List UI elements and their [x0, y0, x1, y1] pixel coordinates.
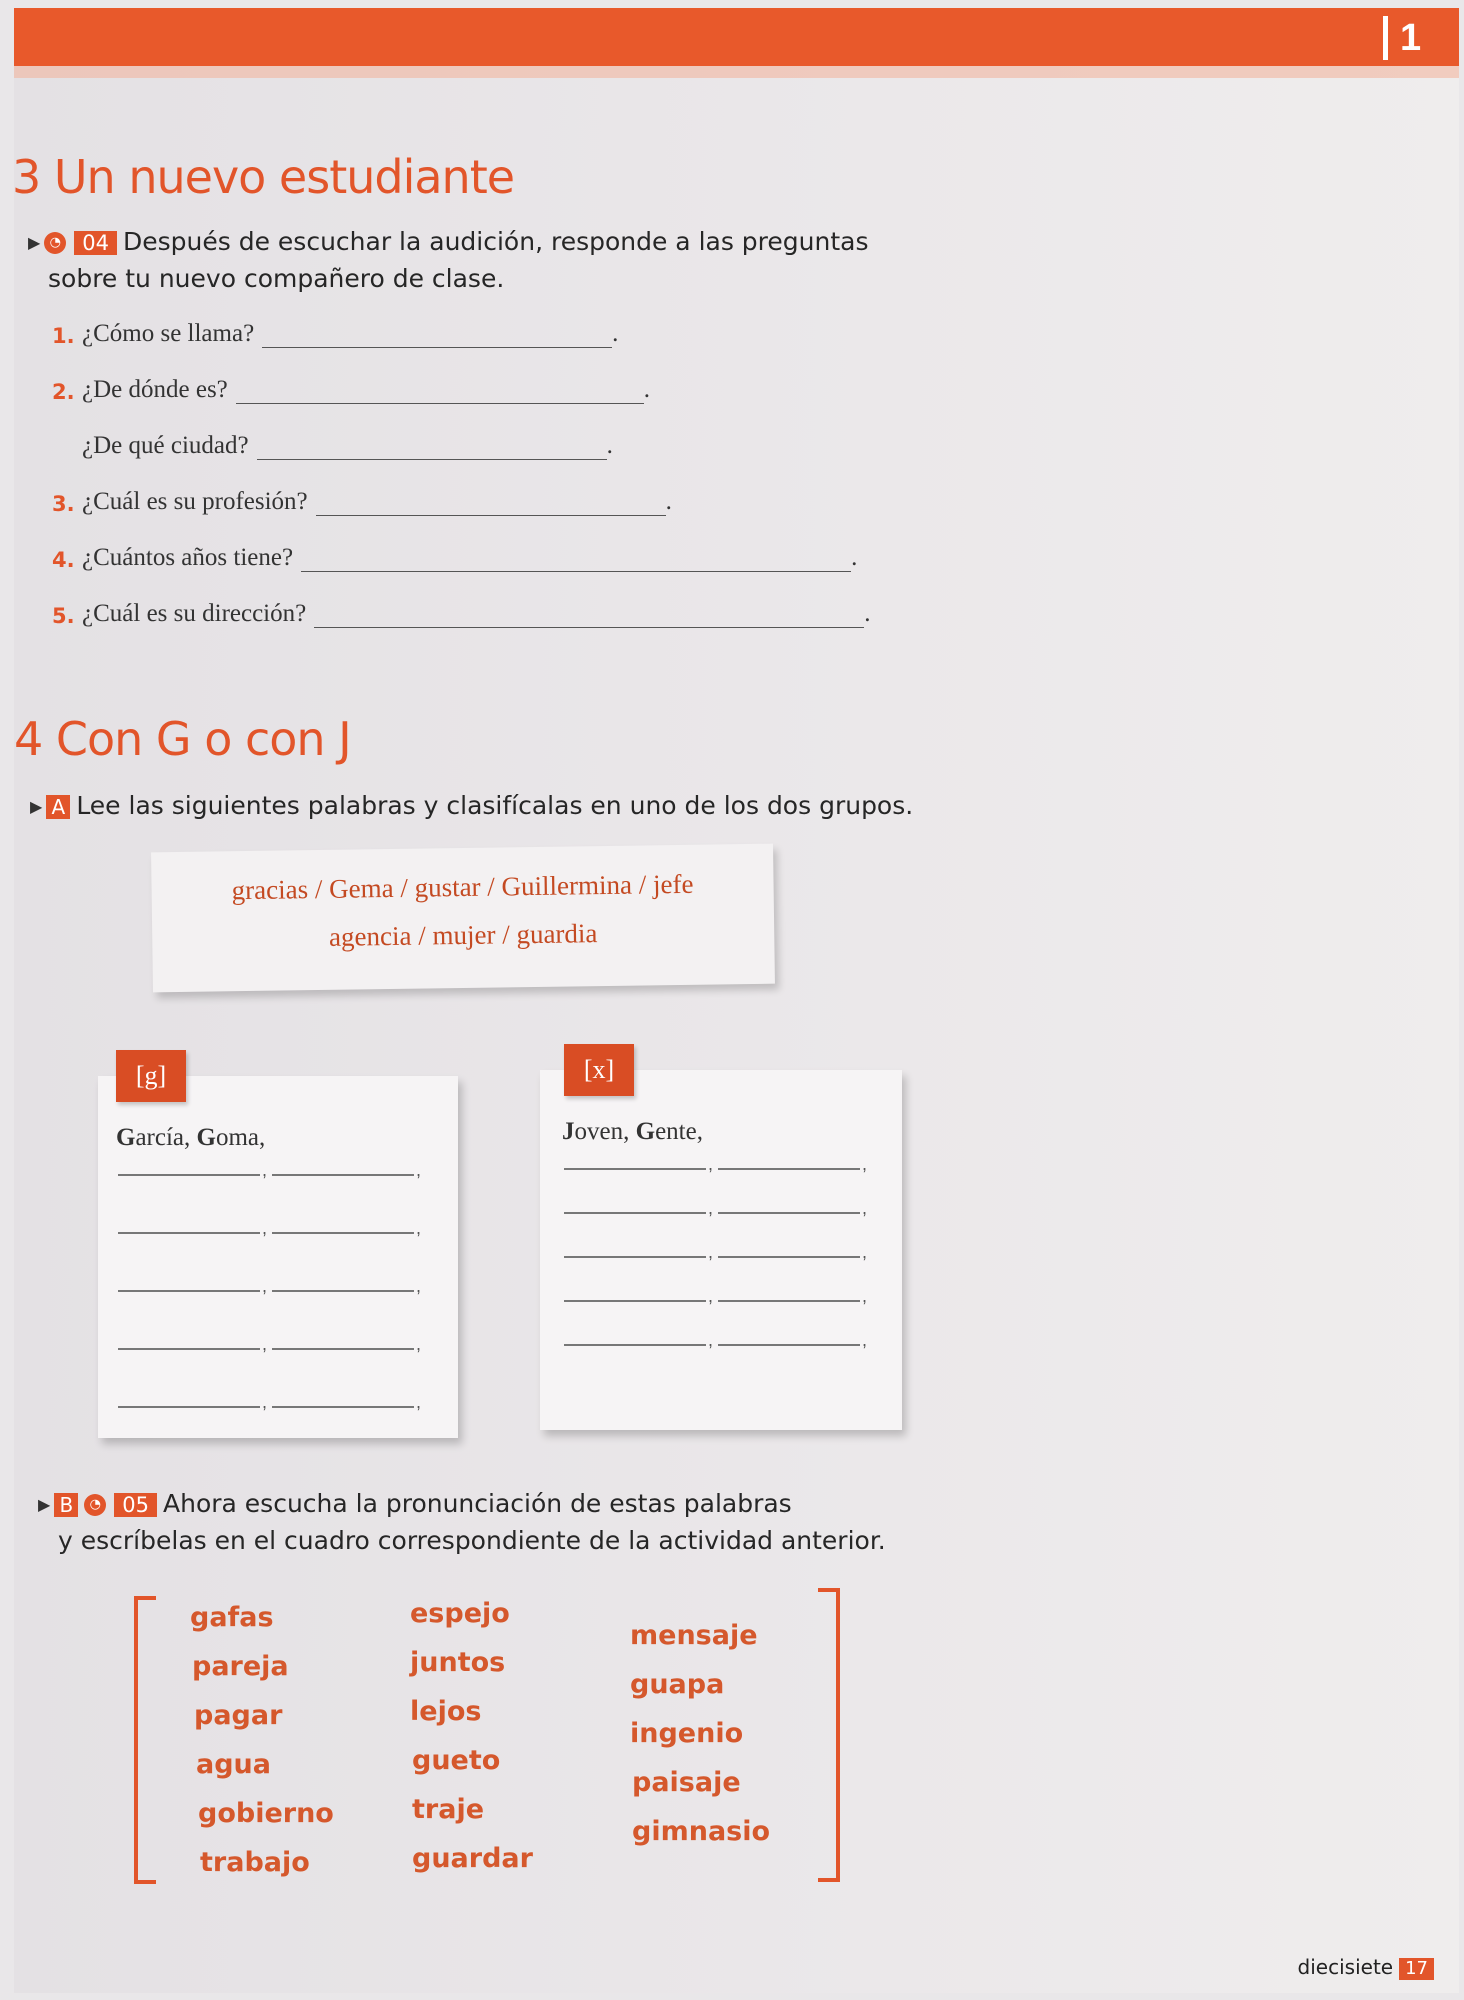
question-4: 4. ¿Cuántos años tiene? .	[52, 544, 858, 572]
question-text: ¿Cuántos años tiene?	[82, 544, 294, 571]
answer-line[interactable]	[314, 607, 864, 628]
page-footer	[1298, 1955, 1434, 1980]
part-b-badge: B	[54, 1493, 78, 1517]
audio-icon: ◔	[84, 1494, 106, 1516]
answer-line[interactable]	[236, 383, 644, 404]
question-text: ¿De dónde es?	[82, 376, 228, 403]
question-text: ¿De qué ciudad?	[82, 432, 249, 459]
top-header-bar	[14, 8, 1459, 66]
part-a-badge: A	[46, 795, 70, 819]
part-b-line-1: Ahora escucha la pronunciación de estas palabras	[163, 1489, 792, 1518]
section-3-title: 3 Un nuevo estudiante	[12, 150, 515, 204]
word-list-line-2: agencia / mujer / guardia	[328, 918, 598, 952]
question-5: 5. ¿Cuál es su dirección? .	[52, 600, 871, 628]
section-4-title: 4 Con G o con J	[14, 712, 351, 766]
word-item: pareja	[192, 1651, 289, 1682]
play-arrow-icon: ▶	[30, 797, 43, 816]
word-item: paisaje	[632, 1767, 741, 1798]
part-a-text: Lee las siguientes palabras y clasifícalas en uno de los dos grupos.	[76, 791, 914, 820]
card-x: Joven, Gente, , , , , , , , , , ,	[540, 1070, 902, 1430]
card-g: García, Goma, , , , , , , , , , ,	[98, 1076, 458, 1438]
word-item: gueto	[412, 1745, 501, 1776]
section-3-instruction	[28, 224, 869, 297]
instruction-line-2: sobre tu nuevo compañero de clase.	[48, 264, 505, 293]
answer-line[interactable]	[316, 495, 666, 516]
word-item: gobierno	[198, 1798, 334, 1829]
question-3: 3. ¿Cuál es su profesión? .	[52, 488, 672, 516]
answer-line[interactable]	[257, 439, 607, 460]
word-item: traje	[412, 1794, 485, 1825]
question-text: ¿Cómo se llama?	[82, 320, 255, 347]
word-item: agua	[196, 1749, 271, 1780]
right-bracket	[818, 1588, 840, 1882]
left-bracket	[134, 1596, 156, 1884]
word-item: gimnasio	[632, 1816, 771, 1847]
answer-line[interactable]	[301, 551, 851, 572]
word-item: mensaje	[630, 1620, 758, 1651]
answer-line[interactable]	[262, 327, 612, 348]
question-number: 3.	[52, 492, 75, 516]
track-number: 05	[114, 1493, 157, 1517]
question-number: 1.	[52, 324, 75, 348]
word-list-line-1: gracias / Gema / gustar / Guillermina / jefe	[231, 868, 694, 906]
workbook-page	[14, 8, 1459, 1993]
play-arrow-icon: ▶	[28, 233, 41, 252]
header-shadow	[14, 66, 1459, 78]
unit-number: 1	[1383, 16, 1449, 60]
question-1: 1. ¿Cómo se llama? .	[52, 320, 619, 348]
card-x-tag: [x]	[564, 1044, 634, 1096]
part-b-line-2: y escríbelas en el cuadro correspondiente de la actividad anterior.	[58, 1526, 886, 1555]
word-item: guardar	[412, 1843, 533, 1874]
word-item: guapa	[630, 1669, 725, 1700]
part-b-instruction	[38, 1486, 886, 1559]
word-item: juntos	[410, 1647, 506, 1678]
part-a-instruction	[30, 788, 913, 825]
page-word: diecisiete	[1297, 1955, 1394, 1979]
question-number: 2.	[52, 380, 75, 404]
card-g-example: García, Goma,	[116, 1124, 266, 1151]
audio-icon: ◔	[44, 232, 66, 254]
word-item: ingenio	[630, 1718, 744, 1749]
question-number: 4.	[52, 548, 75, 572]
word-item: espejo	[410, 1598, 510, 1629]
word-item: gafas	[190, 1602, 274, 1633]
track-number: 04	[74, 231, 117, 255]
word-item: trabajo	[200, 1847, 310, 1878]
question-text: ¿Cuál es su profesión?	[82, 488, 308, 515]
word-list-box	[151, 844, 775, 993]
word-item: lejos	[410, 1696, 482, 1727]
question-number: 5.	[52, 604, 75, 628]
question-2b: ¿De qué ciudad? .	[82, 432, 613, 459]
word-item: pagar	[194, 1700, 283, 1731]
card-x-example: Joven, Gente,	[562, 1118, 703, 1145]
question-text: ¿Cuál es su dirección?	[82, 600, 307, 627]
instruction-line-1: Después de escuchar la audición, responde a las preguntas	[123, 227, 869, 256]
card-g-tag: [g]	[116, 1050, 186, 1102]
question-2: 2. ¿De dónde es? .	[52, 376, 651, 404]
page-number: 17	[1399, 1958, 1434, 1980]
play-arrow-icon: ▶	[38, 1495, 51, 1514]
